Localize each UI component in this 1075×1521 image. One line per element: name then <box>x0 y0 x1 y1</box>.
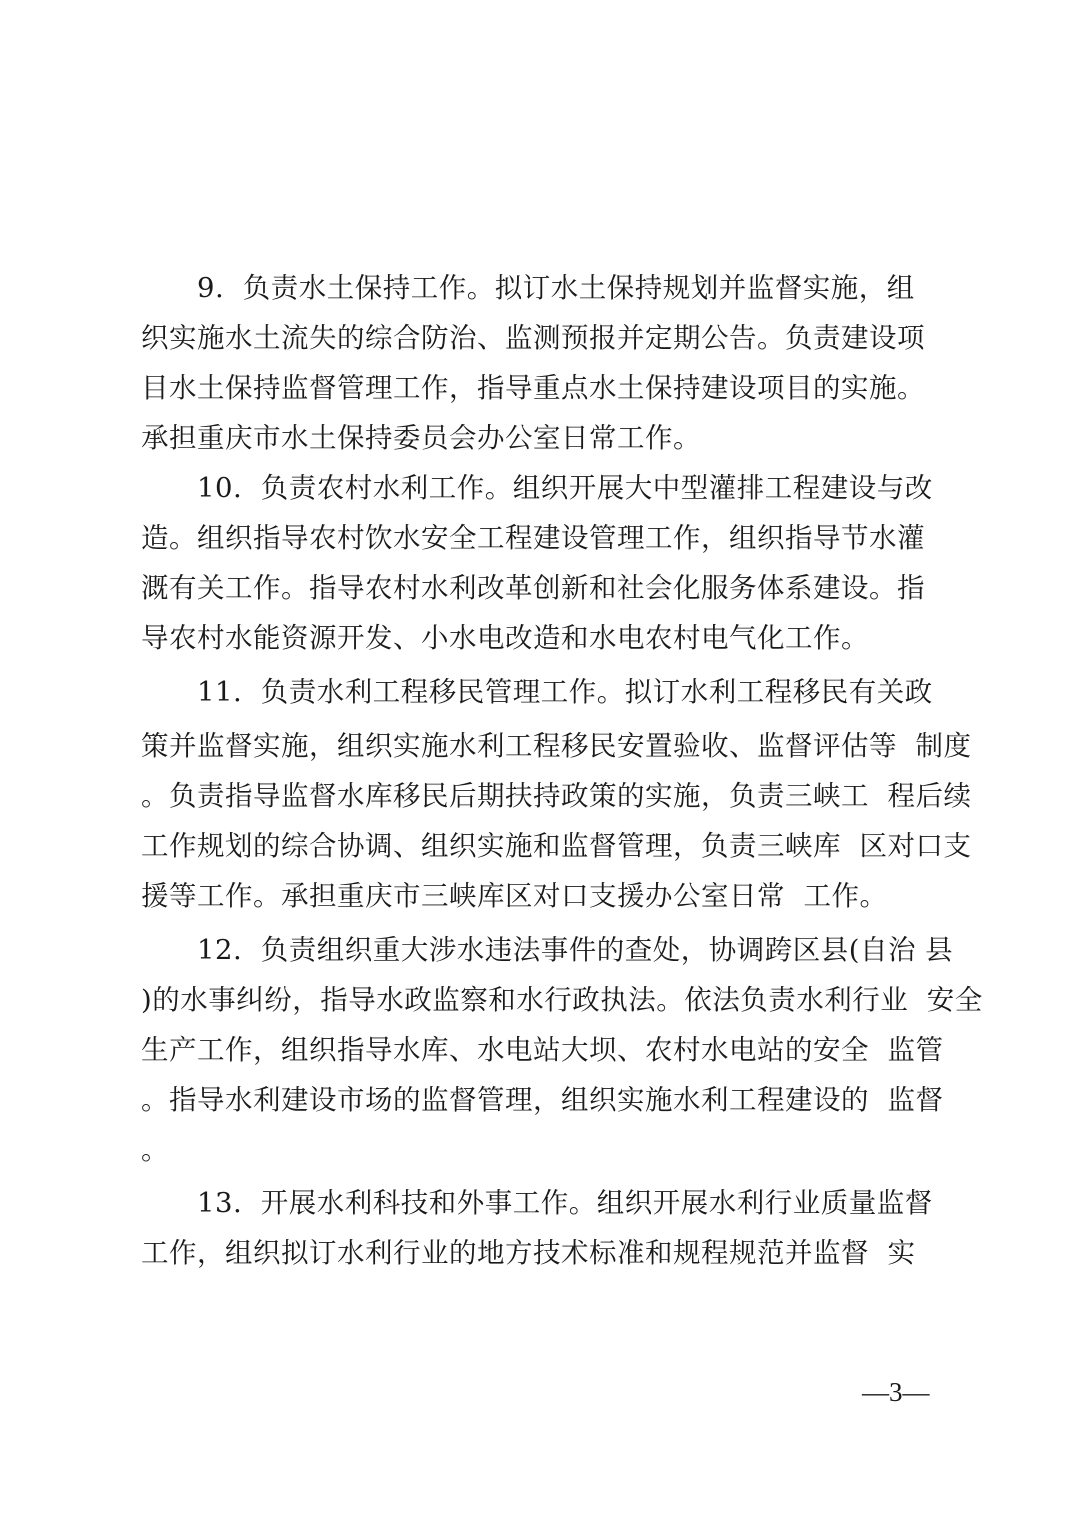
text-line: 导农村水能资源开发、小水电改造和水电农村电气化工作。 <box>141 622 869 654</box>
text-line: 。 <box>141 1134 169 1166</box>
text-line: 溉有关工作。指导农村水利改革创新和社会化服务体系建设。指 <box>141 572 925 604</box>
text-line: 策并监督实施，组织实施水利工程移民安置验收、监督评估等 制度 <box>141 730 972 762</box>
text-line: 造。组织指导农村饮水安全工程建设管理工作，组织指导节水灌 <box>141 522 925 554</box>
text-line: 生产工作，组织指导水库、水电站大坝、农村水电站的安全 监管 <box>141 1034 944 1066</box>
text-line: 13. 开展水利科技和外事工作。组织开展水利行业质量监督 <box>197 1187 933 1219</box>
text-line: 目水土保持监督管理工作，指导重点水土保持建设项目的实施。 <box>141 372 925 404</box>
text-line: 援等工作。承担重庆市三峡库区对口支援办公室日常 工作。 <box>141 880 888 912</box>
text-line: 织实施水土流失的综合防治、监测预报并定期公告。负责建设项 <box>141 322 925 354</box>
text-line: 12. 负责组织重大涉水违法事件的查处，协调跨区县(自治 县 <box>197 934 954 966</box>
page-number: —3— <box>862 1377 930 1407</box>
text-line: 10. 负责农村水利工作。组织开展大中型灌排工程建设与改 <box>197 472 933 504</box>
text-line: 承担重庆市水土保持委员会办公室日常工作。 <box>141 422 701 454</box>
text-line: 9. 负责水土保持工作。拟订水土保持规划并监督实施，组 <box>197 272 915 304</box>
text-line: 。指导水利建设市场的监督管理，组织实施水利工程建设的 监督 <box>141 1084 944 1116</box>
text-line: 工作规划的综合协调、组织实施和监督管理，负责三峡库 区对口支 <box>141 830 972 862</box>
text-line: )的水事纠纷，指导水政监察和水行政执法。依法负责水利行业 安全 <box>141 984 983 1016</box>
text-line: 。负责指导监督水库移民后期扶持政策的实施，负责三峡工 程后续 <box>141 780 972 812</box>
text-line: 11. 负责水利工程移民管理工作。拟订水利工程移民有关政 <box>197 676 933 708</box>
text-line: 工作，组织拟订水利行业的地方技术标准和规程规范并监督 实 <box>141 1237 916 1269</box>
